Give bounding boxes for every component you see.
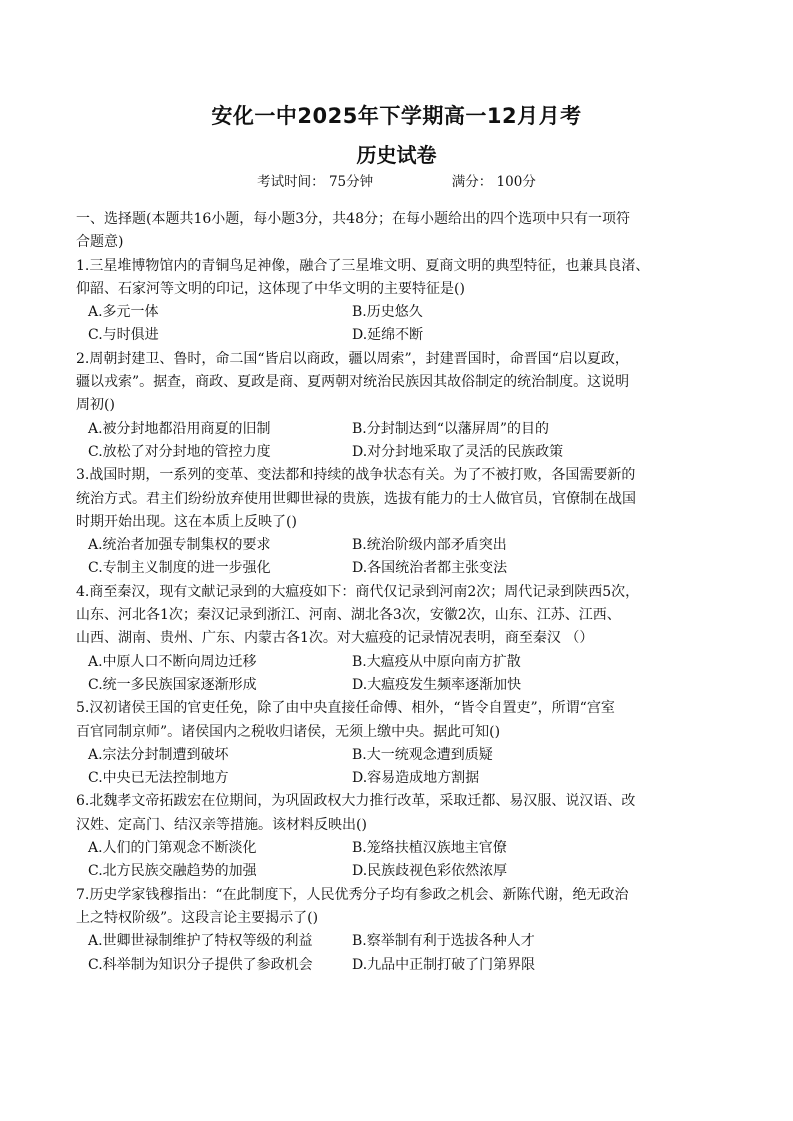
score-label: 满分： <box>451 174 493 190</box>
option-c: C.专制主义制度的进一步强化 <box>88 560 271 577</box>
exam-content <box>76 208 726 977</box>
question-7 <box>76 884 726 977</box>
option-row <box>76 301 726 324</box>
section-intro-line-2: 合题意) <box>76 234 124 251</box>
option-b: B.历史悠久 <box>352 304 423 321</box>
option-row <box>76 930 726 953</box>
option-c: C.放松了对分封地的管控力度 <box>88 443 271 460</box>
question-line: 山西、湖南、贵州、广东、内蒙古各1次。对大瘟疫的记录情况表明，商至秦汉 （） <box>76 630 594 647</box>
question-line: 百官同制京师”。诸侯国内之税收归诸侯，无须上缴中央。据此可知() <box>76 723 501 740</box>
question-1 <box>76 255 726 348</box>
question-line: 7.历史学家钱穆指出：“在此制度下，人民优秀分子均有参政之机会、新陈代谢，绝无政治 <box>76 886 629 903</box>
option-d: D.容易造成地方割据 <box>352 770 480 787</box>
option-d: D.九品中正制打破了门第界限 <box>352 956 536 973</box>
question-line: 3.战国时期，一系列的变革、变法都和持续的战争状态有关。为了不被打败，各国需要新的 <box>76 467 636 484</box>
option-d: D.民族歧视色彩依然浓厚 <box>352 863 508 880</box>
option-c: C.与时俱进 <box>88 327 159 344</box>
question-line: 仰韶、石家河等文明的印记，这体现了中华文明的主要特征是() <box>76 280 465 297</box>
option-c: C.中央已无法控制地方 <box>88 770 229 787</box>
option-row <box>76 767 726 790</box>
question-line: 4.商至秦汉，现有文献记录到的大瘟疫如下：商代仅记录到河南2次；周代记录到陕西5次， <box>76 583 640 600</box>
question-4 <box>76 581 726 697</box>
option-a: A.中原人口不断向周边迁移 <box>88 653 257 670</box>
question-6 <box>76 790 726 883</box>
option-row <box>76 441 726 464</box>
question-line: 汉姓、定高门、结汉亲等措施。该材料反映出() <box>76 816 367 833</box>
option-a: A.统治者加强专制集权的要求 <box>88 537 271 554</box>
option-row <box>76 418 726 441</box>
question-5 <box>76 697 726 790</box>
question-line: 1.三星堆博物馆内的青铜鸟足神像，融合了三星堆文明、夏商文明的典型特征，也兼具良渚、 <box>76 257 650 274</box>
option-row <box>76 674 726 697</box>
score-value: 100分 <box>496 174 536 190</box>
time-label: 考试时间： <box>257 174 325 190</box>
question-line: 时期开始出现。这在本质上反映了() <box>76 513 297 530</box>
option-b: B.笼络扶植汉族地主官僚 <box>352 840 507 857</box>
question-line: 山东、河北各1次；秦汉记录到浙江、河南、湖北各3次，安徽2次，山东、江苏、江西、 <box>76 607 621 624</box>
exam-title: 安化一中2025年下学期高一12月月考 <box>211 104 582 128</box>
option-b: B.察举制有利于选拔各种人才 <box>352 933 535 950</box>
question-line: 2.周朝封建卫、鲁时，命二国“皆启以商政，疆以周索”，封建晋国时，命晋国“启以夏政， <box>76 350 629 367</box>
option-row <box>76 954 726 977</box>
exam-meta <box>0 170 793 190</box>
option-b: B.大一统观念遭到质疑 <box>352 746 493 763</box>
option-b: B.统治阶级内部矛盾突出 <box>352 537 507 554</box>
option-row <box>76 860 726 883</box>
option-c: C.科举制为知识分子提供了参政机会 <box>88 956 313 973</box>
option-a: A.被分封地都沿用商夏的旧制 <box>88 420 271 437</box>
exam-subject: 历史试卷 <box>356 143 437 167</box>
option-row <box>76 534 726 557</box>
question-line: 上之特权阶级”。这段言论主要揭示了() <box>76 909 319 926</box>
question-line: 6.北魏孝文帝拓跋宏在位期间，为巩固政权大力推行改革，采取迁都、易汉服、说汉语、改 <box>76 793 636 810</box>
question-2 <box>76 348 726 464</box>
option-c: C.北方民族交融趋势的加强 <box>88 863 257 880</box>
option-a: A.世卿世禄制维护了特权等级的利益 <box>88 933 313 950</box>
option-d: D.大瘟疫发生频率逐渐加快 <box>352 676 522 693</box>
option-row <box>76 837 726 860</box>
option-row <box>76 651 726 674</box>
option-a: A.人们的门第观念不断淡化 <box>88 840 257 857</box>
option-b: B.分封制达到“以藩屏周”的目的 <box>352 420 550 437</box>
option-row <box>76 324 726 347</box>
option-d: D.延绵不断 <box>352 327 424 344</box>
option-c: C.统一多民族国家逐渐形成 <box>88 676 257 693</box>
option-a: A.宗法分封制遭到破坏 <box>88 746 229 763</box>
option-d: D.各国统治者都主张变法 <box>352 560 508 577</box>
option-row <box>76 557 726 580</box>
question-3 <box>76 464 726 580</box>
question-line: 5.汉初诸侯王国的官吏任免，除了由中央直接任命傅、相外，“皆令自置吏”，所谓“宫室 <box>76 700 615 717</box>
option-b: B.大瘟疫从中原向南方扩散 <box>352 653 521 670</box>
option-a: A.多元一体 <box>88 304 159 321</box>
option-d: D.对分封地采取了灵活的民族政策 <box>352 443 564 460</box>
option-row <box>76 744 726 767</box>
section-intro-line-1: 一、选择题(本题共16小题，每小题3分，共48分；在每小题给出的四个选项中只有一项符 <box>76 211 630 227</box>
time-value: 75分钟 <box>328 174 374 190</box>
question-line: 周初() <box>76 397 115 414</box>
question-line: 疆以戎索”。据查，商政、夏政是商、夏两朝对统治民族因其故俗制定的统治制度。这说明 <box>76 374 630 391</box>
question-line: 统治方式。君主们纷纷放弃使用世卿世禄的贵族，选拔有能力的士人做官员，官僚制在战国 <box>76 490 636 507</box>
